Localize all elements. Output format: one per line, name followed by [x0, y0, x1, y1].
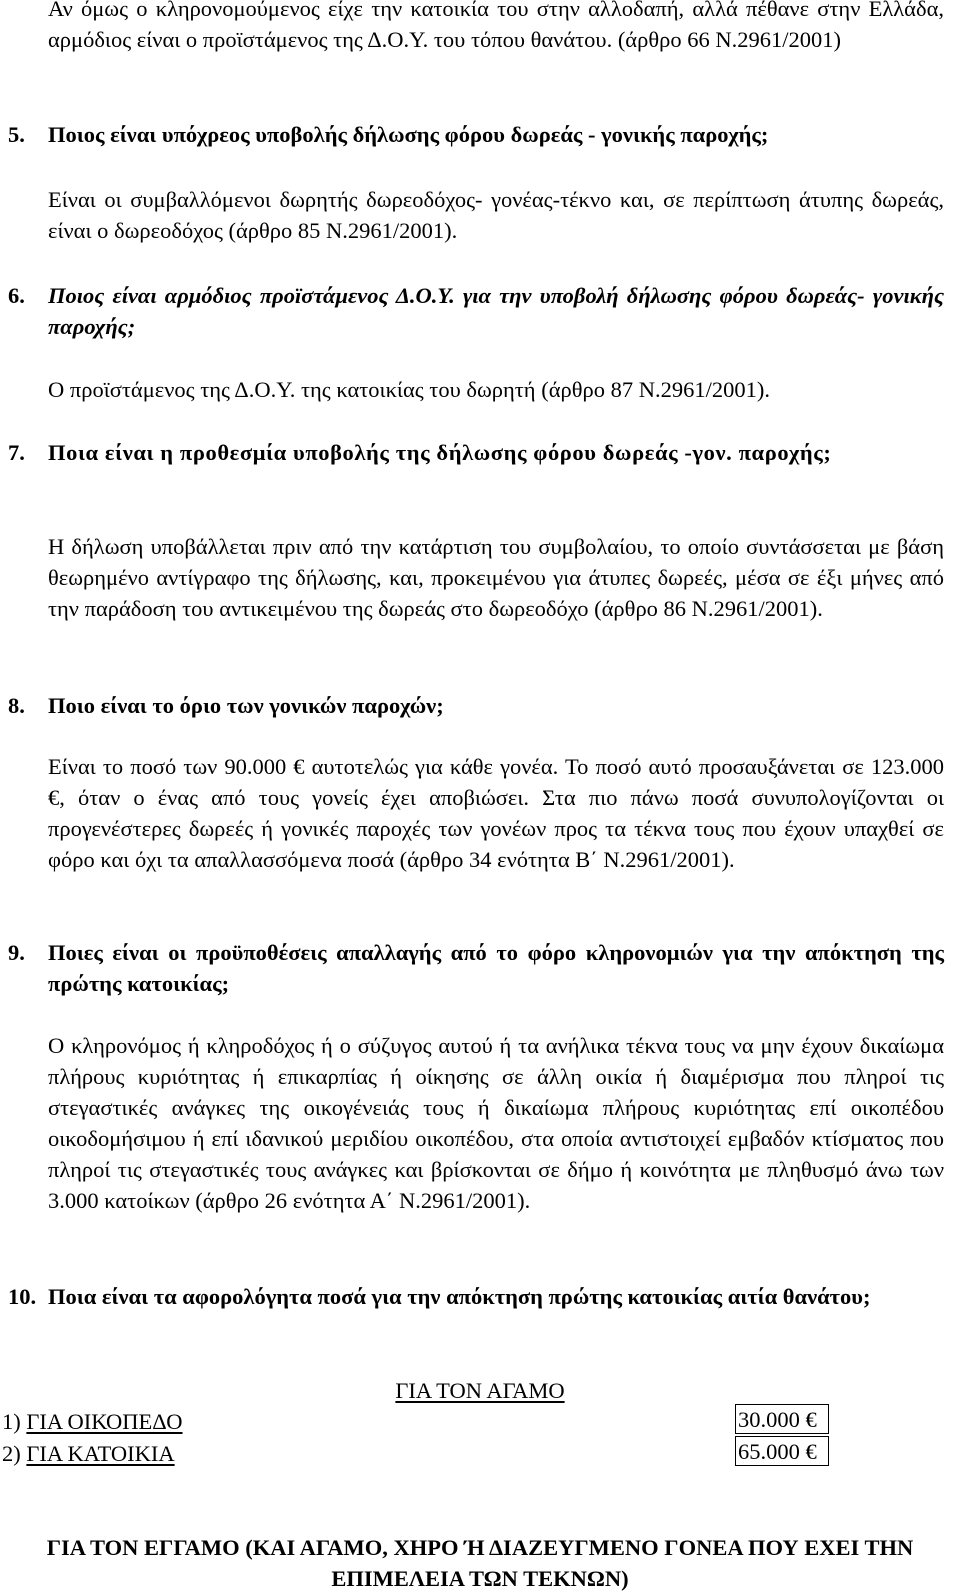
unmarried-heading: ΓΙΑ ΤΟΝ ΑΓΑΜΟ	[395, 1378, 565, 1403]
question-6	[8, 280, 944, 342]
question-text: Ποιες είναι οι προϋποθέσεις απαλλαγής από το φόρο κληρονομιών για την απόκτηση της πρώτης κατοικίας;	[48, 940, 944, 996]
question-9	[8, 937, 944, 999]
answer-9: Ο κληρονόμος ή κληροδόχος ή ο σύζυγος αυτού ή τα ανήλικα τέκνα τους να μην έχουν δικαίωμα πλήρους κυριότητας ή επικαρπίας ή οίκησης σε άλλη οικία ή διαμέρισμα που πληροί τις στεγαστικές ανάγκες της οικογένειάς τους ή δικαίωμα πλήρους κυριότητας επί οικοπέδου οικοδομήσιμου ή επί ιδανικού μεριδίου οικοπέδου, στα οποία αντιστοιχεί εμβαδόν κτίσματος που πληροί τις στεγαστικές τους ανάγκες και βρίσκονται σε δήμο ή κοινότητα με πληθυσμό άνω των 3.000 κατοίκων (άρθρο 26 ενότητα Α΄ Ν.2961/2001).	[48, 1033, 944, 1213]
question-number: 5.	[8, 122, 25, 147]
answer-6: Ο προϊστάμενος της Δ.Ο.Υ. της κατοικίας του δωρητή (άρθρο 87 Ν.2961/2001).	[48, 377, 770, 402]
allowance-row	[0, 1438, 960, 1469]
answer-8: Είναι το ποσό των 90.000 € αυτοτελώς για κάθε γονέα. Το ποσό αυτό προσαυξάνεται σε 123.000 €, όταν ο ένας από τους γονείς έχει αποβιώσει. Στα πιο πάνω ποσά συνυπολογίζονται οι προγενέστερες δωρεές ή γονικές παροχές των γονέων προς τα τέκνα τους που έχουν υπαχθεί σε φόρο και όχι τα απαλλασσόμενα ποσά (άρθρο 34 ενότητα Β΄ Ν.2961/2001).	[48, 754, 944, 872]
question-7	[8, 437, 944, 468]
allowance-amount: 65.000 €	[735, 1436, 829, 1466]
question-number: 8.	[8, 693, 25, 718]
question-text: Ποια είναι η προθεσμία υποβολής της δήλωσης φόρου δωρεάς -γον. παροχής;	[48, 440, 832, 465]
question-number: 10.	[8, 1284, 37, 1309]
row-label: ΓΙΑ ΚΑΤΟΙΚΙΑ	[26, 1441, 175, 1466]
intro-paragraph: Αν όμως ο κληρονομούμενος είχε την κατοικία του στην αλλοδαπή, αλλά πέθανε στην Ελλάδα, αρμόδιος είναι ο προϊστάμενος της Δ.Ο.Υ. του τόπου θανάτου. (άρθρο 66 Ν.2961/2001)	[48, 0, 944, 52]
question-number: 9.	[8, 940, 25, 965]
question-5	[8, 119, 944, 150]
question-text: Ποια είναι τα αφορολόγητα ποσά για την απόκτηση πρώτης κατοικίας αιτία θανάτου;	[48, 1284, 871, 1309]
allowance-label	[2, 1406, 183, 1437]
answer-7: Η δήλωση υποβάλλεται πριν από την κατάρτιση του συμβολαίου, το οποίο συντάσσεται με βάση θεωρημένο αντίγραφο της δήλωσης, και, προκειμένου για άτυπες δωρεές, μέσα σε έξι μήνες από την παράδοση του αντικειμένου της δωρεάς στο δωρεοδόχο (άρθρο 86 Ν.2961/2001).	[48, 534, 944, 621]
answer-5: Είναι οι συμβαλλόμενοι δωρητής δωρεοδόχος- γονέας-τέκνο και, σε περίπτωση άτυπης δωρεάς, είναι ο δωρεοδόχος (άρθρο 85 Ν.2961/2001).	[48, 187, 944, 243]
row-label: ΓΙΑ ΟΙΚΟΠΕΔΟ	[26, 1409, 183, 1434]
question-8	[8, 690, 944, 721]
question-number: 6.	[8, 283, 25, 308]
married-heading: ΓΙΑ ΤΟΝ ΕΓΓΑΜΟ (ΚΑΙ ΑΓΑΜΟ, ΧΗΡΟ Ή ΔΙΑΖΕΥΓΜΕΝΟ ΓΟΝΕΑ ΠΟΥ ΕΧΕΙ ΤΗΝ ΕΠΙΜΕΛΕΙΑ ΤΩΝ ΤΕΚΝΩΝ)	[46, 1535, 914, 1591]
question-text: Ποιος είναι αρμόδιος προϊστάμενος Δ.Ο.Υ. για την υποβολή δήλωσης φόρου δωρεάς- γονικής παροχής;	[48, 283, 944, 339]
question-text: Ποιος είναι υπόχρεος υποβολής δήλωσης φόρου δωρεάς - γονικής παροχής;	[48, 122, 769, 147]
question-text: Ποιο είναι το όριο των γονικών παροχών;	[48, 693, 444, 718]
row-number: 2)	[2, 1441, 21, 1466]
row-number: 1)	[2, 1409, 21, 1434]
question-number: 7.	[8, 440, 25, 465]
allowance-amount: 30.000 €	[735, 1404, 829, 1434]
question-10	[8, 1281, 944, 1312]
allowance-row	[0, 1406, 960, 1437]
allowance-label	[2, 1438, 175, 1469]
